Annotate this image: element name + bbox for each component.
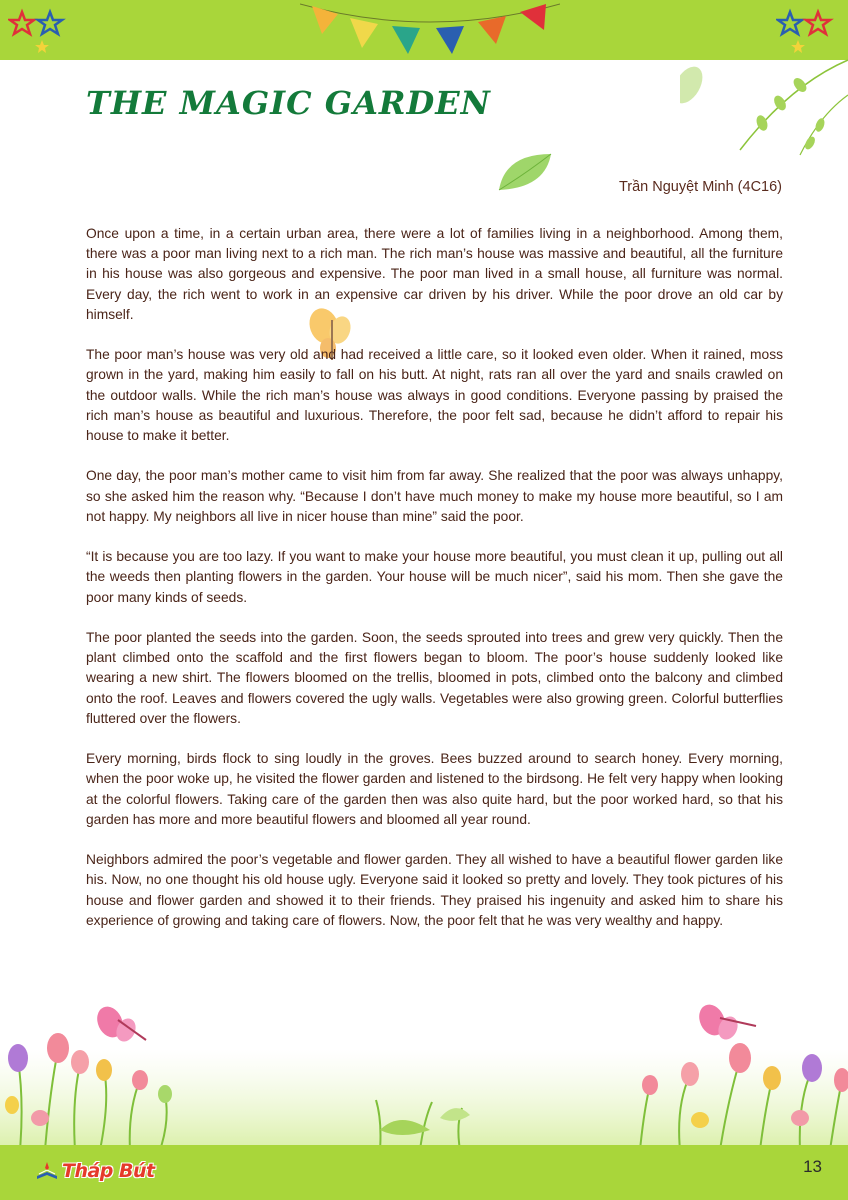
page-number: 13	[803, 1157, 822, 1176]
story-paragraph: One day, the poor man’s mother came to visit him from far away. She realized that the poor was always unhappy, so she asked him the reason why. “Because I don’t have much money to make my house more beautiful, so I am not happy. My neighbors all live in nicer house than mine” said the poor.	[86, 468, 783, 524]
author-byline: Trần Nguyệt Minh (4C16)	[618, 179, 782, 195]
story-paragraph: Every morning, birds flock to sing loudly in the groves. Bees buzzed around to search honey. Every morning, when the poor woke up, he visited the flower garden and listened to the birdsong. He felt very happy when looking at the colorful flowers. Taking care of the garden then was also quite hard, but the poor worked hard, so that his garden has more and more beautiful flowers and bloomed all year round.	[86, 751, 783, 827]
story-paragraph: Neighbors admired the poor’s vegetable and flower garden. They all wished to have a beautiful flower garden like his. Now, no one thought his old house ugly. Everyone said it looked so pretty and lovely. They took pictures of his house and flower garden and showed it to their friends. They praised his ingenuity and asked him to share his experience of growing and taking care of flowers. Now, the poor felt that he was very wealthy and happy.	[86, 852, 783, 928]
leaf-icon	[495, 150, 555, 195]
butterfly-icon	[694, 1000, 756, 1042]
story-paragraph: “It is because you are too lazy. If you want to make your house more beautiful, you must clean it up, pulling out all the weeds then planting flowers in the garden. Your house will be much nicer”, said his mom. Then she gave the poor many kinds of seeds.	[86, 549, 783, 605]
story-paragraph: Once upon a time, in a certain urban area, there were a lot of families living in a neighborhood. Among them, there was a poor man living next to a rich man. The rich man’s house was massive and beautiful, all the furniture in his house was also gorgeous and expensive. The poor man lived in a small house, all furniture was normal. Every day, the rich went to work in an expensive car driven by his driver. While the poor drove an old car by himself.	[86, 226, 783, 322]
leaf-icon	[680, 55, 848, 165]
star-icon	[8, 8, 68, 58]
page-title: THE MAGIC GARDEN	[86, 84, 491, 122]
flower-garden-illustration	[0, 990, 848, 1150]
bunting-flag-icon	[300, 0, 560, 70]
story-body	[86, 224, 783, 951]
logo-text: Tháp Bút	[62, 1160, 155, 1182]
story-paragraph: The poor planted the seeds into the garden. Soon, the seeds sprouted into trees and grew very quickly. Then the plant climbed onto the scaffold and the first flowers began to bloom. The poor’s house suddenly looked like wearing a new shirt. The flowers bloomed on the trellis, bloomed in pots, climbed onto the balcony and climbed onto the roof. Leaves and flowers covered the ugly walls. Vegetables were also growing green. Colorful butterflies fluttered over the flowers.	[86, 630, 783, 726]
story-paragraph: The poor man’s house was very old and had received a little care, so it looked even older. When it rained, moss grown in the yard, making him easily to fall on his butt. At night, rats ran all over the yard and snails crawled on the outdoor walls. While the rich man’s house was always in good conditions. Everyone passing by praised the rich man’s house as beautiful and luxurious. Therefore, the poor felt sad, because he didn’t afford to repair his house to make it better.	[86, 347, 783, 444]
publisher-logo	[36, 1156, 155, 1186]
butterfly-icon	[92, 1002, 146, 1044]
star-icon	[776, 8, 836, 58]
book-icon	[36, 1160, 58, 1182]
